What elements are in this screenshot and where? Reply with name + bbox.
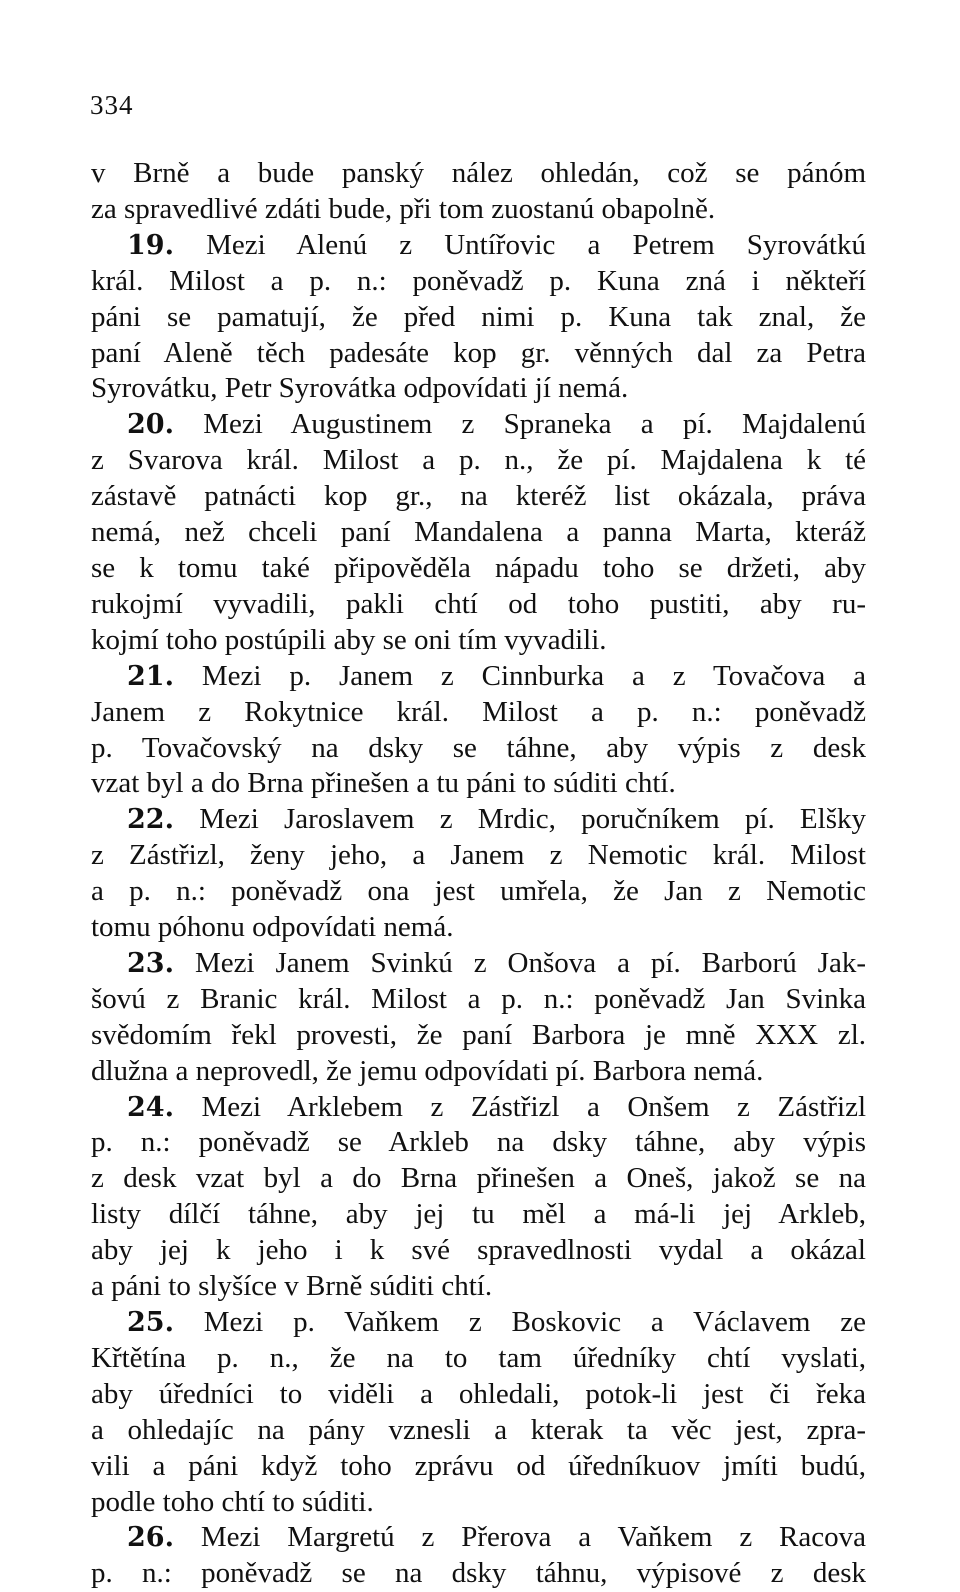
paragraph-number: 25. — [127, 1307, 174, 1338]
text-line — [91, 1341, 866, 1377]
line-text: Janem z Rokytnice král. Milost a p. n.: poněvadž — [91, 695, 866, 728]
text-line — [91, 1556, 866, 1592]
text-line — [91, 982, 866, 1018]
paragraph-number: 23. — [127, 947, 174, 979]
text-line — [91, 228, 866, 264]
line-text: podle toho chtí to súditi. — [91, 1485, 374, 1518]
paragraph-number: 21. — [127, 660, 174, 692]
line-text: Mezi Arklebem z Zástřizl a Onšem z Zástřizl — [173, 1090, 866, 1123]
text-line — [91, 731, 866, 767]
text-line — [91, 1090, 866, 1126]
paragraph-number: 24. — [127, 1091, 174, 1123]
text-line — [91, 838, 866, 874]
line-text: Mezi Margretú z Přerova a Vaňkem z Racova — [173, 1521, 866, 1554]
line-text: nemá, než chceli paní Mandalena a panna Marta, kteráž — [91, 516, 866, 549]
text-line — [91, 1197, 866, 1233]
text-line — [91, 336, 866, 372]
line-text: paní Aleně těch padesáte kop gr. věnných dal za Petra — [91, 336, 866, 369]
text-line — [91, 1125, 866, 1161]
line-text: rukojmí vyvadili, pakli chtí od toho pustiti, aby ru- — [91, 587, 866, 620]
text-line — [91, 623, 866, 659]
text-line — [91, 1413, 866, 1449]
text-line — [91, 1054, 866, 1090]
line-text: Mezi p. Janem z Cinnburka a z Tovačova a — [173, 659, 866, 692]
text-line — [91, 946, 866, 982]
line-text: za spravedlivé zdáti bude, při tom zuostanú obapolně. — [91, 192, 716, 225]
line-text: Mezi Janem Svinkú z Onšova a pí. Barború Jak- — [173, 946, 866, 979]
text-line — [91, 551, 866, 587]
paragraph-number: 22. — [127, 804, 174, 836]
line-text: z desk vzat byl a do Brna přinešen a Oneš, jakož se na — [91, 1162, 866, 1195]
text-line — [91, 802, 866, 838]
text-line — [91, 910, 866, 946]
text-line — [91, 300, 866, 336]
line-text: Mezi Alenú z Untířovic a Petrem Syrovátkú — [173, 228, 866, 261]
text-line — [91, 659, 866, 695]
line-text: a p. n.: poněvadž ona jest umřela, že Jan z Nemotic — [91, 875, 866, 908]
line-text: tomu póhonu odpovídati nemá. — [91, 911, 454, 944]
paragraph-number: 26. — [127, 1522, 174, 1554]
text-line — [91, 1305, 866, 1341]
text-line — [91, 407, 866, 443]
line-text: svědomím řekl provesti, že paní Barbora je mně XXX zl. — [91, 1018, 866, 1051]
line-text: v Brně a bude panský nález ohledán, což se pánóm — [91, 157, 866, 189]
line-text: vili a páni když toho zprávu od úředníkuov jmíti budú, — [91, 1449, 866, 1482]
line-text: p. Tovačovský na dsky se táhne, aby výpis z desk — [91, 731, 866, 764]
line-text: aby úředníci to viděli a ohledali, potok-li jest či řeka — [91, 1377, 866, 1410]
text-line — [91, 1520, 866, 1556]
line-text: Mezi p. Vaňkem z Boskovic a Václavem ze — [173, 1306, 866, 1338]
page-number: 334 — [90, 90, 134, 120]
text-line — [91, 192, 866, 228]
line-text: a páni to slyšíce v Brně súditi chtí. — [91, 1270, 493, 1303]
line-text: Mezi Jaroslavem z Mrdic, poručníkem pí. Elšky — [173, 803, 866, 836]
line-text: se k tomu také připověděla nápadu toho se držeti, aby — [91, 551, 866, 584]
line-text: král. Milost a p. n.: poněvadž p. Kuna zná i někteří — [91, 264, 866, 297]
text-line — [91, 264, 866, 300]
text-line — [91, 371, 866, 407]
text-line — [91, 515, 866, 551]
text-line — [91, 1161, 866, 1197]
text-line — [91, 1269, 866, 1305]
line-text: z Zástřizl, ženy jeho, a Janem z Nemotic král. Milost — [91, 839, 866, 872]
paragraph-number: 20. — [127, 409, 174, 441]
line-text: a ohledajíc na pány vznesli a kterak ta věc jest, zpra- — [91, 1413, 866, 1446]
line-text: p. n.: poněvadž se na dsky táhnu, výpisové z desk — [91, 1557, 866, 1590]
line-text: z Svarova král. Milost a p. n., že pí. Majdalena k té — [91, 444, 866, 477]
text-line — [91, 156, 866, 192]
text-line — [91, 695, 866, 731]
line-text: vzat byl a do Brna přinešen a tu páni to súditi chtí. — [91, 767, 676, 800]
text-line — [91, 587, 866, 623]
line-text: Mezi Augustinem z Spraneka a pí. Majdalenú — [173, 408, 866, 441]
line-text: šovú z Branic král. Milost a p. n.: poněvadž Jan Svinka — [91, 982, 866, 1015]
text-line — [91, 1485, 866, 1521]
line-text: kojmí toho postúpili aby se oni tím vyvadili. — [91, 623, 607, 656]
text-line — [91, 479, 866, 515]
text-line — [91, 766, 866, 802]
line-text: zástavě patnácti kop gr., na kteréž list okázala, práva — [91, 480, 866, 513]
line-text: Syrovátku, Petr Syrovátka odpovídati jí nemá. — [91, 372, 629, 405]
text-line — [91, 443, 866, 479]
line-text: p. n.: poněvadž se Arkleb na dsky táhne, aby výpis — [91, 1126, 866, 1159]
line-text: dlužna a neprovedl, že jemu odpovídati pí. Barbora nemá. — [91, 1054, 764, 1087]
text-line — [91, 1018, 866, 1054]
line-text: aby jej k jeho i k své spravedlnosti vydal a okázal — [91, 1234, 866, 1267]
paragraph-number: 19. — [127, 229, 174, 261]
line-text: Křtětína p. n., že na to tam úředníky chtí vyslati, — [91, 1341, 866, 1374]
text-line — [91, 1449, 866, 1485]
line-text: páni se pamatují, že před nimi p. Kuna tak znal, že — [91, 300, 866, 333]
text-line — [91, 1233, 866, 1269]
line-text: listy dílčí táhne, aby jej tu měl a má-li jej Arkleb, — [91, 1198, 866, 1231]
text-line — [91, 1377, 866, 1413]
body-text — [91, 156, 866, 1592]
text-line — [91, 874, 866, 910]
